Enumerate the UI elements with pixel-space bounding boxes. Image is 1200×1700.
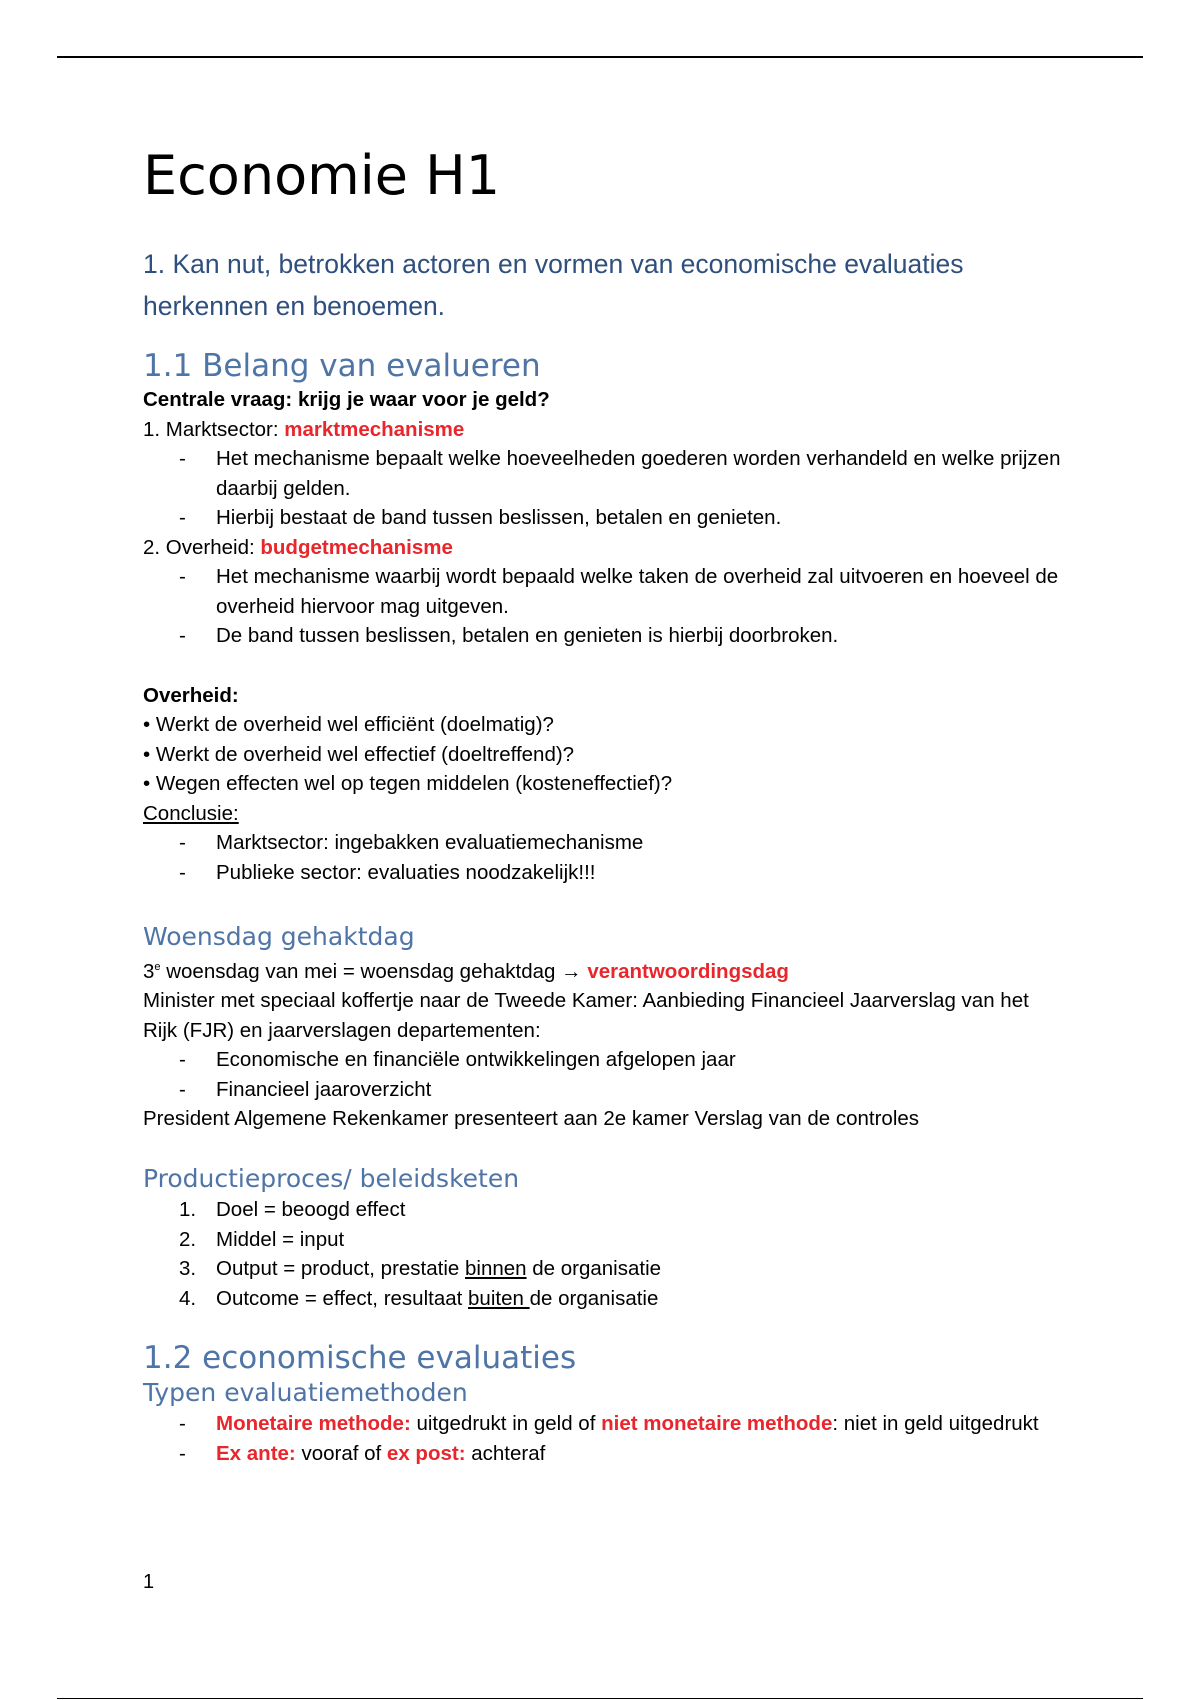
dash-marker: -	[179, 624, 186, 647]
dash-marker: -	[179, 860, 186, 884]
gehaktdag-line: 3e woensdag van mei = woensdag gehaktdag → verantwoordingsdag	[143, 959, 789, 983]
question-item: • Wegen effecten wel op tegen middelen (kosteneffectief)?	[143, 772, 673, 795]
question-item: • Werkt de overheid wel effectief (doeltreffend)?	[143, 742, 575, 766]
dash-marker: -	[179, 1412, 186, 1435]
dash-marker: -	[179, 1077, 186, 1101]
overheid-label: Overheid:	[143, 683, 239, 707]
central-question: Centrale vraag: krijg je waar voor je geld?	[143, 388, 550, 411]
list-item: - Publieke sector: evaluaties noodzakelijk!!!	[143, 858, 1063, 888]
conclusion-label: Conclusie:	[143, 801, 239, 825]
subsection-heading: Productieproces/ beleidsketen	[143, 1164, 520, 1193]
list-item: - Ex ante: vooraf of ex post: achteraf	[143, 1439, 1063, 1469]
learning-goal: 1. Kan nut, betrokken actoren en vormen van economische evaluaties herkennen en benoemen.	[143, 249, 964, 321]
footer-rule	[57, 1698, 1143, 1699]
numbered-item: 4. Outcome = effect, resultaat buiten de organisatie	[179, 1286, 659, 1310]
section-heading: 1.2 economische evaluaties	[143, 1340, 577, 1376]
market-sector-line: 1. Marktsector: marktmechanisme	[143, 417, 465, 441]
list-item: - Het mechanisme waarbij wordt bepaald welke taken de overheid zal uitvoeren en hoeveel de overheid hiervoor mag uitgeven.	[143, 562, 1063, 621]
list-item: - Financieel jaaroverzicht	[143, 1075, 1063, 1105]
section-woensdag	[143, 921, 1063, 1134]
list-item: - De band tussen beslissen, betalen en genieten is hierbij doorbroken.	[143, 621, 1063, 651]
accountability-term: verantwoordingsdag	[587, 959, 789, 983]
subsection-heading: Typen evaluatiemethoden	[143, 1378, 468, 1407]
list-item: - Hierbij bestaat de band tussen beslissen, betalen en genieten.	[143, 503, 1063, 533]
market-term: marktmechanisme	[284, 417, 465, 441]
minister-paragraph: Minister met speciaal koffertje naar de Tweede Kamer: Aanbieding Financieel Jaarverslag van het Rijk (FJR) en jaarverslagen departementen:	[143, 989, 1029, 1042]
list-item: - Monetaire methode: uitgedrukt in geld of niet monetaire methode: niet in geld uitgedrukt	[143, 1409, 1063, 1439]
dash-marker: -	[179, 1048, 186, 1072]
government-line: 2. Overheid: budgetmechanisme	[143, 535, 453, 559]
numbered-item: 1. Doel = beoogd effect	[179, 1198, 406, 1221]
rekenkamer-line: President Algemene Rekenkamer presenteert aan 2e kamer Verslag van de controles	[143, 1107, 920, 1131]
dash-marker: -	[179, 831, 186, 854]
dash-marker: -	[179, 1441, 186, 1465]
dash-marker: -	[179, 506, 186, 529]
list-item: - Marktsector: ingebakken evaluatiemechanisme	[143, 828, 1063, 858]
document-title: Economie H1	[143, 144, 501, 207]
government-term: budgetmechanisme	[260, 535, 453, 559]
list-item: - Het mechanisme bepaalt welke hoeveelheden goederen worden verhandeld en welke prijzen daarbij gelden.	[143, 444, 1063, 503]
section-productieproces	[143, 1163, 1063, 1313]
subsection-heading: Woensdag gehaktdag	[143, 922, 415, 951]
page-number: 1	[143, 1571, 155, 1593]
section-1-1	[143, 347, 1063, 887]
numbered-item: 3. Output = product, prestatie binnen de organisatie	[179, 1257, 662, 1280]
list-item: - Economische en financiële ontwikkelingen afgelopen jaar	[143, 1045, 1063, 1075]
dash-marker: -	[179, 447, 186, 470]
numbered-item: 2. Middel = input	[179, 1227, 345, 1251]
question-item: • Werkt de overheid wel efficiënt (doelmatig)?	[143, 713, 554, 736]
dash-marker: -	[179, 565, 186, 588]
section-1-2	[143, 1339, 1063, 1468]
header-rule	[57, 56, 1143, 58]
section-heading: 1.1 Belang van evalueren	[143, 348, 541, 384]
